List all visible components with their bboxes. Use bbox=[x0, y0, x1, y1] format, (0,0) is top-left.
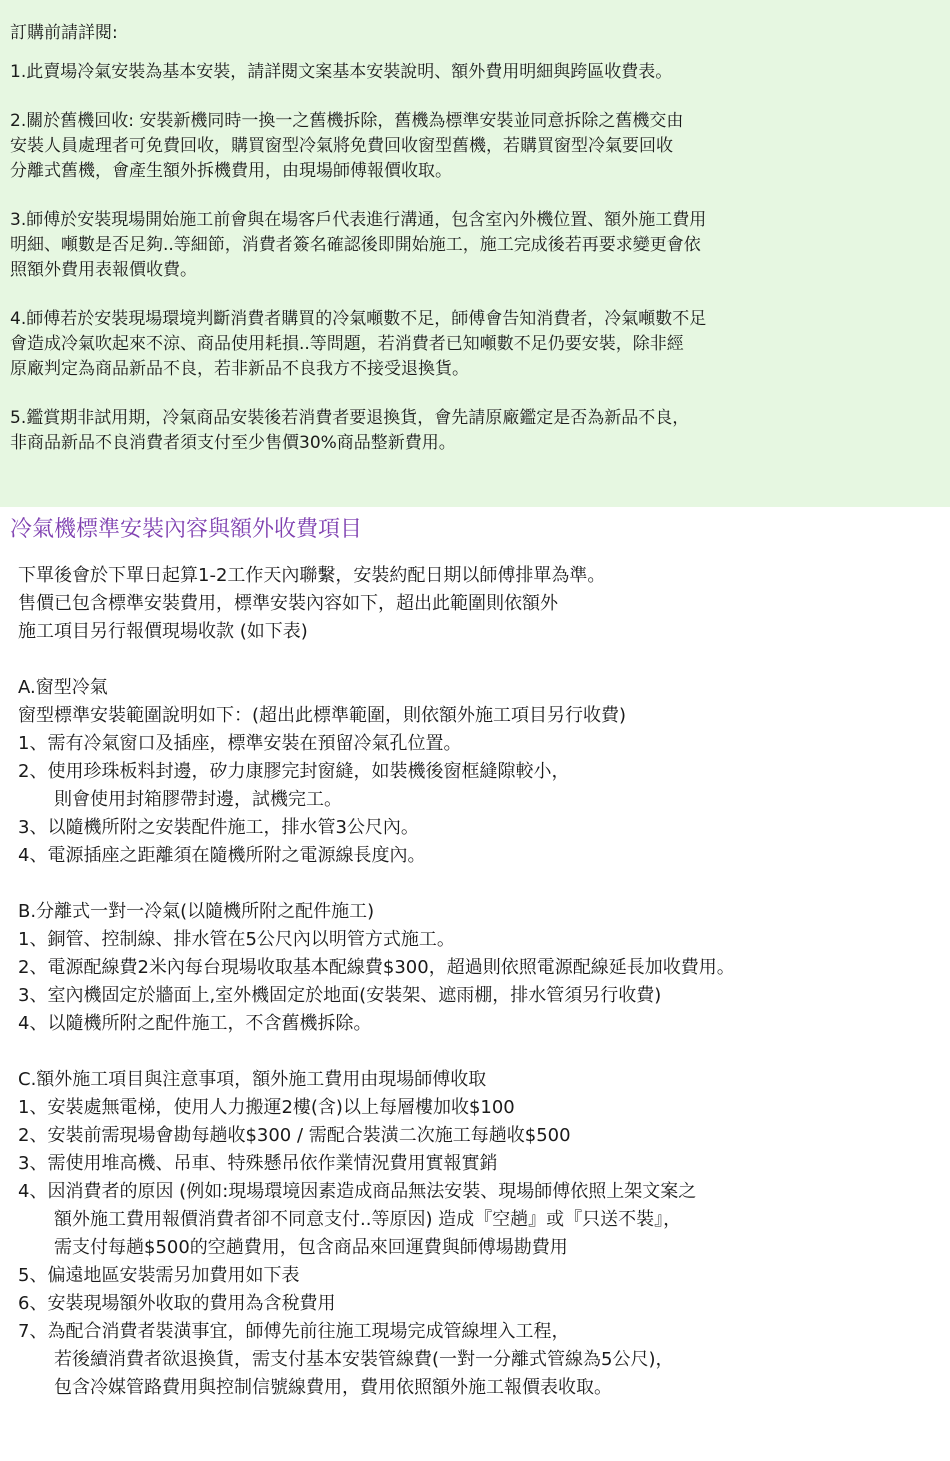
notice-item-5 bbox=[10, 406, 950, 456]
section-b-split-ac bbox=[18, 898, 943, 1038]
notice-title: 訂購前請詳閱: bbox=[10, 23, 118, 43]
purchase-notice-box bbox=[0, 0, 950, 507]
list-item: 1、安裝處無電梯，使用人力搬運2樓(含)以上每層樓加收$100 bbox=[18, 1097, 515, 1118]
notice-line: 5.鑑賞期非試用期，冷氣商品安裝後若消費者要退換貨，會先請原廠鑑定是否為新品不良， bbox=[10, 408, 690, 428]
notice-line: 非商品新品不良消費者須支付至少售價30%商品整新費用。 bbox=[10, 433, 456, 453]
list-item: 4、電源插座之距離須在隨機所附之電源線長度內。 bbox=[18, 845, 426, 866]
notice-line: 安裝人員處理者可免費回收，購買窗型冷氣將免費回收窗型舊機，若購買窗型冷氣要回收 bbox=[10, 136, 673, 156]
section-b-title: B.分離式一對一冷氣(以隨機所附之配件施工) bbox=[18, 901, 375, 922]
intro-block bbox=[18, 562, 943, 646]
intro-line: 售價已包含標準安裝費用，標準安裝內容如下，超出此範圍則依額外 bbox=[18, 593, 558, 614]
notice-item-1 bbox=[10, 60, 950, 85]
intro-line: 施工項目另行報價現場收款 (如下表) bbox=[18, 621, 308, 642]
list-item-continuation: 額外施工費用報價消費者卻不同意支付..等原因) 造成『空趟』或『只送不裝』， bbox=[54, 1209, 682, 1230]
notice-line: 明細、噸數是否足夠..等細節，消費者簽名確認後即開始施工，施工完成後若再要求變更會依 bbox=[10, 235, 701, 255]
notice-line: 原廠判定為商品新品不良，若非新品不良我方不接受退換貨。 bbox=[10, 359, 469, 379]
notice-item-3 bbox=[10, 208, 950, 283]
list-item: 6、安裝現場額外收取的費用為含稅費用 bbox=[18, 1293, 336, 1314]
notice-line: 1.此賣場冷氣安裝為基本安裝，請詳閱文案基本安裝說明、額外費用明細與跨區收費表。 bbox=[10, 62, 673, 82]
list-item-continuation: 需支付每趟$500的空趟費用，包含商品來回運費與師傅場勘費用 bbox=[54, 1237, 568, 1258]
intro-line: 下單後會於下單日起算1-2工作天內聯繫，安裝約配日期以師傅排單為準。 bbox=[18, 565, 606, 586]
list-item: 3、以隨機所附之安裝配件施工，排水管3公尺內。 bbox=[18, 817, 419, 838]
list-item: 4、以隨機所附之配件施工，不含舊機拆除。 bbox=[18, 1013, 372, 1034]
list-item: 1、需有冷氣窗口及插座，標準安裝在預留冷氣孔位置。 bbox=[18, 733, 462, 754]
list-item: 4、因消費者的原因 (例如:現場環境因素造成商品無法安裝、現場師傅依照上架文案之 bbox=[18, 1181, 697, 1202]
list-item-continuation: 包含冷媒管路費用與控制信號線費用，費用依照額外施工報價表收取。 bbox=[54, 1377, 612, 1398]
list-item: 7、為配合消費者裝潢事宜，師傅先前往施工現場完成管線埋入工程， bbox=[18, 1321, 570, 1342]
list-item-continuation: 則會使用封箱膠帶封邊，試機完工。 bbox=[54, 789, 342, 810]
list-item-continuation: 若後續消費者欲退換貨，需支付基本安裝管線費(一對一分離式管線為5公尺)， bbox=[54, 1349, 674, 1370]
list-item: 2、電源配線費2米內每台現場收取基本配線費$300，超過則依照電源配線延長加收費用。 bbox=[18, 957, 735, 978]
notice-item-2 bbox=[10, 109, 950, 184]
notice-item-4 bbox=[10, 307, 950, 382]
installation-content bbox=[18, 562, 943, 1402]
section-heading: 冷氣機標準安裝內容與額外收費項目 bbox=[10, 517, 363, 542]
list-item: 3、需使用堆高機、吊車、特殊懸吊依作業情況費用實報實銷 bbox=[18, 1153, 498, 1174]
list-item: 2、安裝前需現場會勘每趟收$300 / 需配合裝潢二次施工每趟收$500 bbox=[18, 1125, 571, 1146]
section-a-window-ac bbox=[18, 674, 943, 870]
section-a-title: A.窗型冷氣 bbox=[18, 677, 108, 698]
section-c-extra-fees bbox=[18, 1066, 943, 1402]
notice-line: 照額外費用表報價收費。 bbox=[10, 260, 197, 280]
section-a-desc: 窗型標準安裝範圍說明如下：(超出此標準範圍，則依額外施工項目另行收費) bbox=[18, 705, 627, 726]
list-item: 5、偏遠地區安裝需另加費用如下表 bbox=[18, 1265, 300, 1286]
notice-line: 4.師傅若於安裝現場環境判斷消費者購買的冷氣噸數不足，師傅會告知消費者，冷氣噸數不足 bbox=[10, 309, 707, 329]
notice-line: 會造成冷氣吹起來不涼、商品使用耗損..等問題，若消費者已知噸數不足仍要安裝，除非經 bbox=[10, 334, 684, 354]
notice-line: 2.關於舊機回收: 安裝新機同時一換一之舊機拆除，舊機為標準安裝並同意拆除之舊機交由 bbox=[10, 111, 684, 131]
list-item: 3、室內機固定於牆面上,室外機固定於地面(安裝架、遮雨棚，排水管須另行收費) bbox=[18, 985, 662, 1006]
list-item: 2、使用珍珠板料封邊，矽力康膠完封窗縫，如裝機後窗框縫隙較小， bbox=[18, 761, 570, 782]
notice-line: 分離式舊機，會產生額外拆機費用，由現場師傅報價收取。 bbox=[10, 161, 452, 181]
section-c-title: C.額外施工項目與注意事項，額外施工費用由現場師傅收取 bbox=[18, 1069, 487, 1090]
list-item: 1、銅管、控制線、排水管在5公尺內以明管方式施工。 bbox=[18, 929, 455, 950]
notice-line: 3.師傅於安裝現場開始施工前會與在場客戶代表進行溝通，包含室內外機位置、額外施工費用 bbox=[10, 210, 707, 230]
